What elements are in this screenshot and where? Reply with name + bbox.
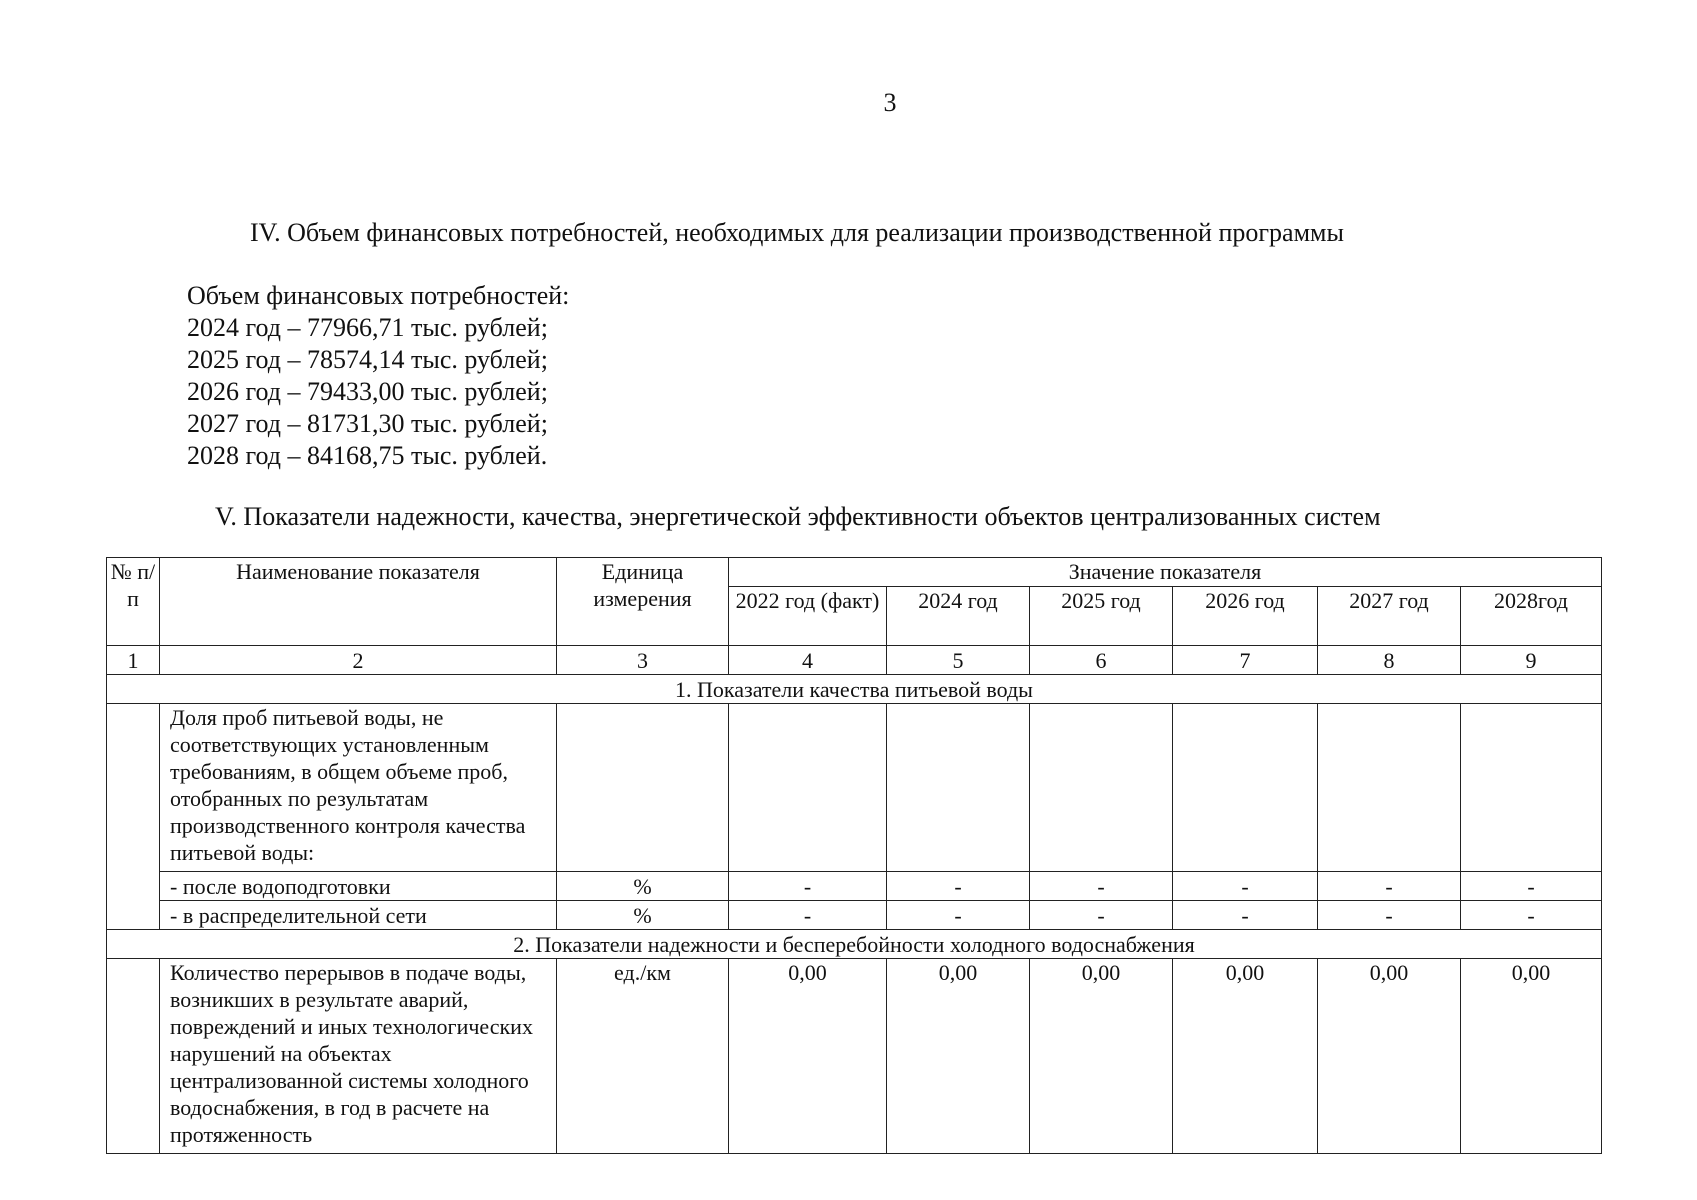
- indicator-name: - в распределительной сети: [160, 901, 557, 930]
- finance-needs-intro: Объем финансовых потребностей:: [187, 281, 570, 310]
- column-number-row: [107, 646, 1602, 675]
- empty-cell: [729, 704, 887, 872]
- column-number: 9: [1461, 646, 1602, 675]
- header-year: 2028год: [1461, 587, 1602, 646]
- indicator-name: - после водоподготовки: [160, 872, 557, 901]
- indicator-value: 0,00: [1461, 959, 1602, 1154]
- table-header-row: [107, 558, 1602, 587]
- empty-cell: [1173, 704, 1318, 872]
- header-num: № п/п: [107, 558, 160, 646]
- indicator-value: -: [1030, 901, 1173, 930]
- indicator-value: -: [1461, 872, 1602, 901]
- empty-cell: [1461, 704, 1602, 872]
- column-number: 1: [107, 646, 160, 675]
- section-4-heading: IV. Объем финансовых потребностей, необходимых для реализации производственной программы: [250, 218, 1344, 247]
- finance-item-2027: 2027 год – 81731,30 тыс. рублей;: [187, 409, 548, 438]
- indicator-value: 0,00: [1318, 959, 1461, 1154]
- section-5-heading: V. Показатели надежности, качества, энергетической эффективности объектов централизованных систем: [215, 502, 1381, 531]
- indicator-unit: ед./км: [557, 959, 729, 1154]
- column-number: 8: [1318, 646, 1461, 675]
- header-year: 2027 год: [1318, 587, 1461, 646]
- column-number: 7: [1173, 646, 1318, 675]
- indicator-name: Количество перерывов в подаче воды, возникших в результате аварий, повреждений и иных технологических нарушений на объектах централизованной системы холодного водоснабжения, в год в расчете на протяженность: [160, 959, 557, 1154]
- indicator-value: -: [1030, 872, 1173, 901]
- indicator-value: -: [1318, 872, 1461, 901]
- row-num-cell: [107, 959, 160, 1154]
- header-year: 2026 год: [1173, 587, 1318, 646]
- header-unit: Единица измерения: [557, 558, 729, 646]
- row-num-cell: [107, 704, 160, 930]
- column-number: 5: [887, 646, 1030, 675]
- section-row: [107, 930, 1602, 959]
- indicator-value: 0,00: [729, 959, 887, 1154]
- empty-cell: [887, 704, 1030, 872]
- indicator-unit: %: [557, 901, 729, 930]
- section-row: [107, 675, 1602, 704]
- header-year: 2025 год: [1030, 587, 1173, 646]
- table-row: [107, 704, 1602, 872]
- indicators-table: [106, 557, 1602, 1154]
- finance-item-2026: 2026 год – 79433,00 тыс. рублей;: [187, 377, 548, 406]
- header-year: 2024 год: [887, 587, 1030, 646]
- page-number: 3: [883, 88, 897, 117]
- indicator-unit: %: [557, 872, 729, 901]
- column-number: 4: [729, 646, 887, 675]
- indicator-value: -: [1173, 872, 1318, 901]
- finance-item-2028: 2028 год – 84168,75 тыс. рублей.: [187, 441, 548, 470]
- empty-cell: [557, 704, 729, 872]
- indicator-name: Доля проб питьевой воды, не соответствующих установленным требованиям, в общем объеме проб, отобранных по результатам производственного контроля качества питьевой воды:: [160, 704, 557, 872]
- section-2-title: 2. Показатели надежности и бесперебойности холодного водоснабжения: [107, 930, 1602, 959]
- indicator-value: 0,00: [1173, 959, 1318, 1154]
- header-name: Наименование показателя: [160, 558, 557, 646]
- finance-item-2024: 2024 год – 77966,71 тыс. рублей;: [187, 313, 548, 342]
- finance-needs-list: [187, 280, 569, 472]
- indicator-value: -: [1173, 901, 1318, 930]
- column-number: 3: [557, 646, 729, 675]
- finance-item-2025: 2025 год – 78574,14 тыс. рублей;: [187, 345, 548, 374]
- indicator-value: 0,00: [887, 959, 1030, 1154]
- indicator-value: -: [1461, 901, 1602, 930]
- empty-cell: [1030, 704, 1173, 872]
- column-number: 6: [1030, 646, 1173, 675]
- indicator-value: -: [729, 901, 887, 930]
- column-number: 2: [160, 646, 557, 675]
- empty-cell: [1318, 704, 1461, 872]
- header-year: 2022 год (факт): [729, 587, 887, 646]
- section-1-title: 1. Показатели качества питьевой воды: [107, 675, 1602, 704]
- table-row: [107, 872, 1602, 901]
- table-row: [107, 901, 1602, 930]
- indicator-value: 0,00: [1030, 959, 1173, 1154]
- indicator-value: -: [887, 872, 1030, 901]
- indicator-value: -: [729, 872, 887, 901]
- indicator-value: -: [887, 901, 1030, 930]
- table-row: [107, 959, 1602, 1154]
- indicator-value: -: [1318, 901, 1461, 930]
- header-value-group: Значение показателя: [729, 558, 1602, 587]
